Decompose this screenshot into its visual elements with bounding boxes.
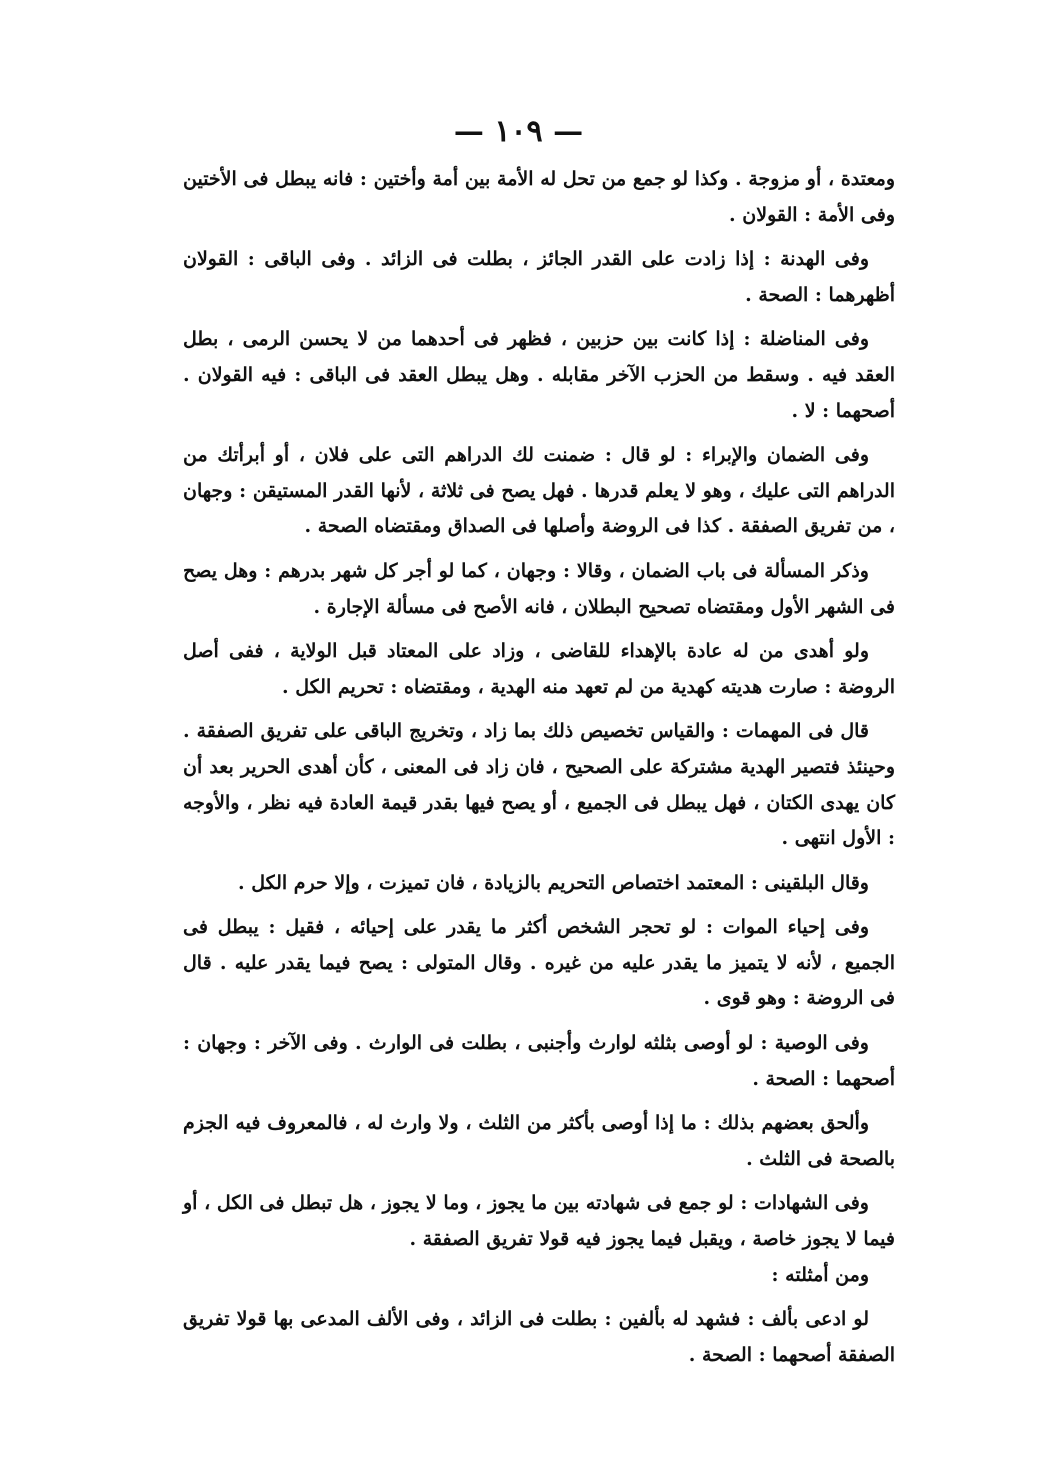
paragraph-12: وفى الشهادات : لو جمع فى شهادته بين ما يجوز ، وما لا يجوز ، هل تبطل فى الكل ، أو فيما لا يجوز خاصة ، ويقبل فيما يجوز فيه قولا تفريق الصفقة . xyxy=(183,1192,895,1251)
paragraph-6: ولو أهدى من له عادة بالإهداء للقاضى ، وزاد على المعتاد قبل الولاية ، ففى أصل الروضة : صارت هديته كهدية من لم تعهد منه الهدية ، ومقتضاه : تحريم الكل . xyxy=(183,640,895,698)
paragraph-5: وذكر المسألة فى باب الضمان ، وقالا : وجهان ، كما لو أجر كل شهر بدرهم : وهل يصح فى الشهر الأول ومقتضاه تصحيح البطلان ، فانه الأصح فى مسألة الإجارة . xyxy=(183,559,895,618)
paragraph-4: وفى الضمان والإبراء : لو قال : ضمنت لك الدراهم التى على فلان ، أو أبرأتك من الدراهم التى عليك ، وهو لا يعلم قدرها . فهل يصح فى ثلاثة ، لأنها القدر المستيقن : وجهان ، من تفريق الصفقة . كذا فى الروضة وأصلها فى الصداق ومقتضاه الصحة . xyxy=(183,444,895,538)
paragraph-2: وفى الهدنة : إذا زادت على القدر الجائز ، بطلت فى الزائد . وفى الباقى : القولان أظهرهما : الصحة . xyxy=(183,248,895,306)
paragraph-14: لو ادعى بألف : فشهد له بألفين : بطلت فى الزائد ، وفى الألف المدعى بها قولا تفريق الصفقة أصحهما : الصحة . xyxy=(183,1308,895,1366)
page-number: — ١٠٩ — xyxy=(453,114,584,149)
paragraph-13: ومن أمثلته : xyxy=(771,1263,869,1286)
paragraph-1: ومعتدة ، أو مزوجة . وكذا لو جمع من تحل له الأمة بين أمة وأختين : فانه يبطل فى الأختين وفى الأمة : القولان . xyxy=(183,168,895,226)
paragraph-9: وفى إحياء الموات : لو تحجر الشخص أكثر ما يقدر على إحيائه ، فقيل : يبطل فى الجميع ، لأنه لا يتميز ما يقدر عليه من غيره . وقال المتولى : يصح فيما يقدر عليه . قال فى الروضة : وهو قوى . xyxy=(183,916,895,1010)
paragraph-10: وفى الوصية : لو أوصى بثلثه لوارث وأجنبى ، بطلت فى الوارث . وفى الآخر : وجهان : أصحهما : الصحة . xyxy=(183,1032,895,1090)
paragraph-3: وفى المناضلة : إذا كانت بين حزبين ، فظهر فى أحدهما من لا يحسن الرمى ، بطل العقد فيه . وسقط من الحزب الآخر مقابله . وهل يبطل العقد فى الباقى : فيه القولان . أصحهما : لا . xyxy=(183,328,895,422)
text-body xyxy=(183,162,895,1382)
paragraph-8: وقال البلقينى : المعتمد اختصاص التحريم بالزيادة ، فان تميزت ، وإلا حرم الكل . xyxy=(237,871,869,894)
paragraph-11: وألحق بعضهم بذلك : ما إذا أوصى بأكثر من الثلث ، ولا وارث له ، فالمعروف فيه الجزم بالصحة فى الثلث . xyxy=(183,1112,895,1170)
paragraph-7: قال فى المهمات : والقياس تخصيص ذلك بما زاد ، وتخريج الباقى على تفريق الصفقة . وحينئذ فتصير الهدية مشتركة على الصحيح ، فان زاد فى المعنى ، كأن أهدى الحرير بعد أن كان يهدى الكتان ، فهل يبطل فى الجميع ، أو يصح فيها بقدر قيمة العادة فيه نظر ، والأوجه : الأول انتهى . xyxy=(183,720,895,850)
